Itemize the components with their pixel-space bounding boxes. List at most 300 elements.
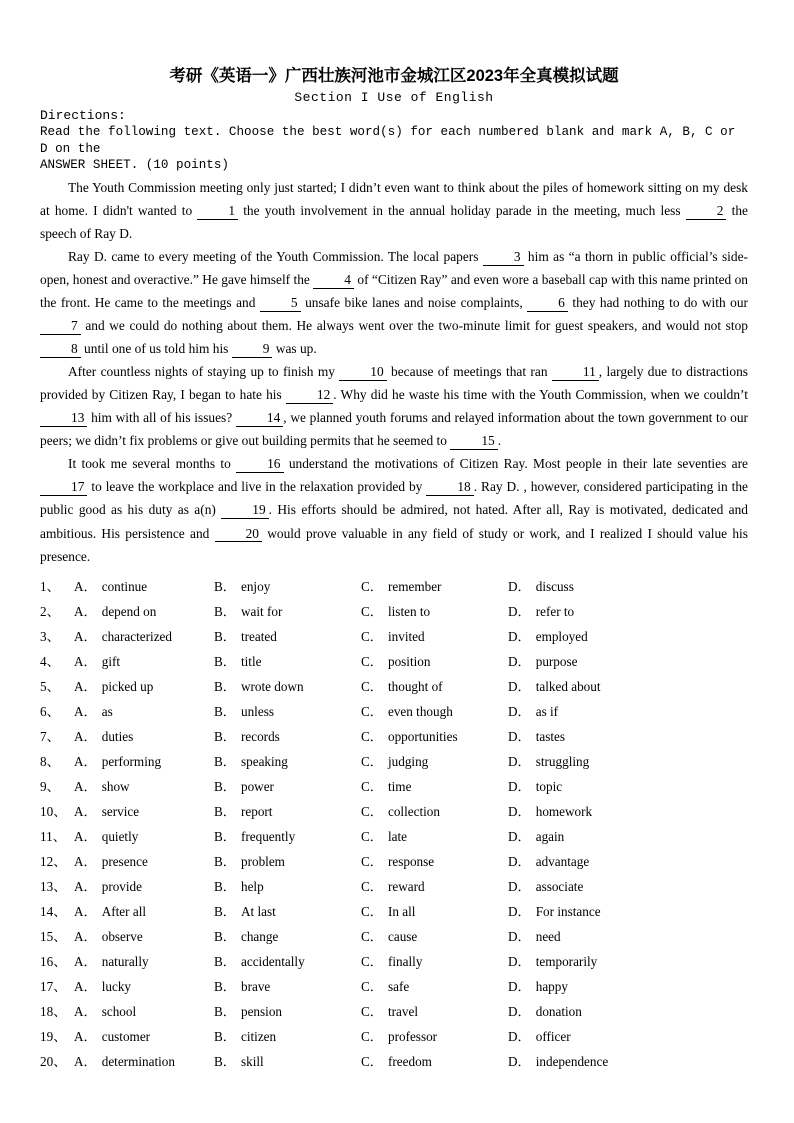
option-C[interactable] [361, 1024, 508, 1049]
question-number: 4、 [40, 653, 60, 669]
option-label-D: D． [508, 728, 531, 744]
option-label-A: A． [74, 828, 97, 844]
option-text: struggling [535, 753, 590, 769]
option-text: refer to [535, 603, 575, 619]
option-text: as if [535, 703, 559, 719]
option-text: officer [535, 1028, 571, 1044]
question-row [40, 724, 748, 749]
passage-text: they had nothing to do with our [567, 295, 748, 311]
option-label-D: D． [508, 578, 531, 594]
option-A[interactable] [74, 624, 214, 649]
question-number: 8、 [40, 753, 60, 769]
question-row [40, 574, 748, 599]
option-label-C: C． [361, 928, 383, 944]
blank-13[interactable]: 13 [40, 411, 87, 427]
option-label-B: B． [214, 953, 236, 969]
option-label-D: D． [508, 828, 531, 844]
option-C[interactable] [361, 624, 508, 649]
blank-19[interactable]: 19 [221, 503, 268, 519]
option-C[interactable] [361, 824, 508, 849]
question-row [40, 949, 748, 974]
option-A[interactable] [74, 1024, 214, 1049]
option-text: independence [535, 1053, 609, 1069]
question-number: 1、 [40, 578, 60, 594]
option-text: presence [101, 853, 148, 869]
option-text: position [387, 653, 431, 669]
option-A[interactable] [74, 874, 214, 899]
blank-5[interactable]: 5 [260, 296, 301, 312]
option-text: listen to [387, 603, 431, 619]
option-B[interactable] [214, 924, 361, 949]
option-label-D: D． [508, 778, 531, 794]
question-row [40, 824, 748, 849]
option-label-B: B． [214, 978, 236, 994]
option-D[interactable] [508, 649, 668, 674]
option-label-C: C． [361, 778, 383, 794]
question-number: 12、 [40, 853, 67, 869]
question-row [40, 899, 748, 924]
option-A[interactable] [74, 849, 214, 874]
option-text: reward [387, 878, 425, 894]
option-B[interactable] [214, 724, 361, 749]
option-B[interactable] [214, 949, 361, 974]
blank-8[interactable]: 8 [40, 342, 81, 358]
blank-7[interactable]: 7 [40, 319, 81, 335]
option-text: unless [240, 703, 274, 719]
option-label-C: C． [361, 1003, 383, 1019]
passage-text: was up. [272, 341, 317, 357]
blank-18[interactable]: 18 [426, 480, 473, 496]
option-A[interactable] [74, 574, 214, 599]
question-row [40, 799, 748, 824]
option-text: performing [101, 753, 162, 769]
option-text: change [240, 928, 279, 944]
option-label-A: A． [74, 853, 97, 869]
option-text: duties [101, 728, 134, 744]
option-label-B: B． [214, 578, 236, 594]
option-label-B: B． [214, 828, 236, 844]
option-A[interactable] [74, 724, 214, 749]
option-B[interactable] [214, 774, 361, 799]
option-text: need [535, 928, 561, 944]
option-B[interactable] [214, 699, 361, 724]
option-label-D: D． [508, 628, 531, 644]
passage-text: After countless nights of staying up to finish my [68, 364, 340, 380]
option-A[interactable] [74, 1049, 214, 1074]
option-text: purpose [535, 653, 578, 669]
question-row [40, 674, 748, 699]
blank-12[interactable]: 12 [286, 388, 333, 404]
question-number: 3、 [40, 628, 60, 644]
option-A[interactable] [74, 799, 214, 824]
blank-20[interactable]: 20 [215, 527, 262, 543]
option-label-D: D． [508, 653, 531, 669]
question-number: 19、 [40, 1028, 67, 1044]
section-heading: Section I Use of English [294, 90, 494, 105]
passage-text: . Ray D. , however, considered participating in the public good as his duty as a(n) [40, 479, 748, 518]
option-text: talked about [535, 678, 601, 694]
question-number: 20、 [40, 1053, 67, 1069]
passage-text: . Why did he waste his time with the Youth Commission, when we couldn’t [333, 387, 748, 403]
option-C[interactable] [361, 899, 508, 924]
passage-text: until one of us told him his [80, 341, 232, 357]
option-label-C: C． [361, 978, 383, 994]
option-D[interactable] [508, 774, 668, 799]
option-text: safe [387, 978, 410, 994]
question-row [40, 649, 748, 674]
option-C[interactable] [361, 649, 508, 674]
option-label-A: A． [74, 578, 97, 594]
option-label-C: C． [361, 878, 383, 894]
option-B[interactable] [214, 1049, 361, 1074]
option-text: finally [387, 953, 423, 969]
question-number: 13、 [40, 878, 67, 894]
option-text: invited [387, 628, 425, 644]
passage-text: It took me several months to [68, 456, 237, 472]
passage [40, 176, 748, 568]
question-number: 17、 [40, 978, 67, 994]
blank-11[interactable]: 11 [552, 365, 599, 381]
question-number: 11、 [40, 828, 66, 844]
passage-paragraph [40, 452, 748, 567]
option-label-D: D． [508, 928, 531, 944]
option-label-C: C． [361, 628, 383, 644]
option-label-B: B． [214, 653, 236, 669]
option-text: late [387, 828, 408, 844]
option-text: pension [240, 1003, 283, 1019]
option-label-C: C． [361, 653, 383, 669]
option-label-B: B． [214, 728, 236, 744]
option-label-B: B． [214, 778, 236, 794]
option-label-A: A． [74, 803, 97, 819]
blank-6[interactable]: 6 [527, 296, 568, 312]
option-A[interactable] [74, 924, 214, 949]
options-list [40, 574, 748, 1074]
blank-4[interactable]: 4 [313, 273, 354, 289]
question-row [40, 699, 748, 724]
question-number: 9、 [40, 778, 60, 794]
option-C[interactable] [361, 999, 508, 1024]
option-B[interactable] [214, 1024, 361, 1049]
blank-1[interactable]: 1 [197, 204, 238, 220]
option-label-D: D． [508, 903, 531, 919]
option-text: cause [387, 928, 418, 944]
option-label-C: C． [361, 678, 383, 694]
option-A[interactable] [74, 749, 214, 774]
option-label-D: D． [508, 853, 531, 869]
option-text: For instance [535, 903, 601, 919]
option-text: observe [101, 928, 143, 944]
question-number: 6、 [40, 703, 60, 719]
passage-text: . [497, 433, 502, 449]
option-text: wait for [240, 603, 283, 619]
option-label-B: B． [214, 928, 236, 944]
blank-9[interactable]: 9 [232, 342, 273, 358]
passage-text: Ray D. came to every meeting of the Youth Commission. The local papers [68, 248, 483, 264]
blank-10[interactable]: 10 [339, 365, 386, 381]
option-label-D: D． [508, 753, 531, 769]
option-B[interactable] [214, 574, 361, 599]
option-text: wrote down [240, 678, 304, 694]
option-label-B: B． [214, 803, 236, 819]
question-number: 14、 [40, 903, 67, 919]
option-B[interactable] [214, 649, 361, 674]
option-D[interactable] [508, 899, 668, 924]
option-text: help [240, 878, 264, 894]
option-A[interactable] [74, 974, 214, 999]
option-label-D: D． [508, 703, 531, 719]
option-A[interactable] [74, 649, 214, 674]
option-label-A: A． [74, 978, 97, 994]
option-label-C: C． [361, 853, 383, 869]
directions-line-2: ANSWER SHEET. (10 points) [40, 158, 229, 173]
option-text: skill [240, 1053, 264, 1069]
option-text: power [240, 778, 274, 794]
directions-line-1: Read the following text. Choose the best word(s) for each numbered blank and mark A, B, C or D on the [40, 125, 736, 156]
option-C[interactable] [361, 574, 508, 599]
option-label-A: A． [74, 703, 97, 719]
option-label-A: A． [74, 928, 97, 944]
passage-paragraph [40, 176, 748, 245]
option-label-A: A． [74, 628, 97, 644]
option-text: homework [535, 803, 593, 819]
option-text: response [387, 853, 435, 869]
passage-text: the speech of Ray D. [40, 202, 748, 241]
passage-text: him as “a thorn in public official’s side-open, honest and overactive.” He gave himself the [40, 248, 748, 288]
option-text: as [101, 703, 113, 719]
passage-text: him with all of his issues? [87, 410, 236, 426]
option-label-A: A． [74, 678, 97, 694]
option-B[interactable] [214, 824, 361, 849]
blank-15[interactable]: 15 [450, 434, 497, 450]
question-row [40, 1024, 748, 1049]
option-label-A: A． [74, 1053, 97, 1069]
question-row [40, 849, 748, 874]
option-A[interactable] [74, 699, 214, 724]
option-label-A: A． [74, 728, 97, 744]
option-text: discuss [535, 578, 574, 594]
question-number: 7、 [40, 728, 60, 744]
option-C[interactable] [361, 724, 508, 749]
option-D[interactable] [508, 699, 668, 724]
directions-text [40, 124, 748, 174]
passage-paragraph [40, 360, 748, 452]
option-label-B: B． [214, 853, 236, 869]
question-row [40, 1049, 748, 1074]
option-text: collection [387, 803, 440, 819]
option-text: temporarily [535, 953, 598, 969]
passage-paragraph [40, 245, 748, 360]
option-text: topic [535, 778, 563, 794]
passage-text: and we could do nothing about them. He always went over the two-minute limit for guest speakers, and would not stop [80, 318, 748, 334]
question-number: 2、 [40, 603, 60, 619]
option-C[interactable] [361, 674, 508, 699]
option-D[interactable] [508, 874, 668, 899]
option-label-A: A． [74, 878, 97, 894]
option-A[interactable] [74, 999, 214, 1024]
option-D[interactable] [508, 624, 668, 649]
option-B[interactable] [214, 674, 361, 699]
option-A[interactable] [74, 824, 214, 849]
option-B[interactable] [214, 599, 361, 624]
option-C[interactable] [361, 599, 508, 624]
option-D[interactable] [508, 924, 668, 949]
option-label-B: B． [214, 1028, 236, 1044]
option-text: tastes [535, 728, 566, 744]
option-label-C: C． [361, 828, 383, 844]
option-label-C: C． [361, 578, 383, 594]
option-D[interactable] [508, 824, 668, 849]
option-text: remember [387, 578, 442, 594]
option-text: depend on [101, 603, 157, 619]
option-text: continue [101, 578, 148, 594]
option-text: picked up [101, 678, 154, 694]
blank-17[interactable]: 17 [40, 480, 87, 496]
option-C[interactable] [361, 874, 508, 899]
option-B[interactable] [214, 624, 361, 649]
question-row [40, 599, 748, 624]
blank-3[interactable]: 3 [483, 250, 524, 266]
option-B[interactable] [214, 849, 361, 874]
option-text: At last [240, 903, 276, 919]
option-text: freedom [387, 1053, 432, 1069]
option-label-A: A． [74, 953, 97, 969]
option-A[interactable] [74, 899, 214, 924]
option-label-C: C． [361, 803, 383, 819]
option-text: judging [387, 753, 429, 769]
option-B[interactable] [214, 874, 361, 899]
option-D[interactable] [508, 849, 668, 874]
option-C[interactable] [361, 799, 508, 824]
passage-text: to leave the workplace and live in the relaxation provided by [87, 479, 427, 495]
option-label-B: B． [214, 1003, 236, 1019]
option-text: problem [240, 853, 285, 869]
passage-text: , we planned youth forums and relayed information about the town government to our peers; we didn’t fix problems or give out building permits that he seemed to [40, 410, 748, 449]
blank-2[interactable]: 2 [686, 204, 727, 220]
option-B[interactable] [214, 899, 361, 924]
option-text: again [535, 828, 565, 844]
option-text: records [240, 728, 280, 744]
blank-16[interactable]: 16 [236, 457, 283, 473]
option-label-B: B． [214, 628, 236, 644]
option-D[interactable] [508, 749, 668, 774]
question-number: 10、 [40, 803, 67, 819]
passage-text: . His efforts should be admired, not hated. After all, Ray is motivated, dedicated and ambitious. His persistence and [40, 502, 748, 541]
option-D[interactable] [508, 949, 668, 974]
option-A[interactable] [74, 949, 214, 974]
passage-text: would prove valuable in any field of study or work, and I realized I should value his presence. [40, 525, 748, 564]
option-text: enjoy [240, 578, 271, 594]
question-number: 5、 [40, 678, 60, 694]
option-text: opportunities [387, 728, 458, 744]
option-label-D: D． [508, 1053, 531, 1069]
option-label-D: D． [508, 1003, 531, 1019]
option-label-D: D． [508, 603, 531, 619]
option-label-A: A． [74, 653, 97, 669]
blank-14[interactable]: 14 [236, 411, 283, 427]
option-label-A: A． [74, 903, 97, 919]
option-label-A: A． [74, 1003, 97, 1019]
option-A[interactable] [74, 599, 214, 624]
option-C[interactable] [361, 924, 508, 949]
question-row [40, 749, 748, 774]
option-B[interactable] [214, 799, 361, 824]
option-label-A: A． [74, 1028, 97, 1044]
option-label-C: C． [361, 1028, 383, 1044]
option-label-D: D． [508, 1028, 531, 1044]
option-B[interactable] [214, 999, 361, 1024]
option-text: citizen [240, 1028, 277, 1044]
option-label-B: B． [214, 603, 236, 619]
option-label-C: C． [361, 903, 383, 919]
option-D[interactable] [508, 974, 668, 999]
option-text: travel [387, 1003, 419, 1019]
question-row [40, 624, 748, 649]
option-text: gift [101, 653, 121, 669]
option-text: show [101, 778, 130, 794]
option-text: determination [101, 1053, 175, 1069]
option-text: happy [535, 978, 568, 994]
option-C[interactable] [361, 774, 508, 799]
question-row [40, 774, 748, 799]
option-A[interactable] [74, 674, 214, 699]
option-label-B: B． [214, 878, 236, 894]
option-text: advantage [535, 853, 590, 869]
option-label-D: D． [508, 678, 531, 694]
option-D[interactable] [508, 1049, 668, 1074]
option-D[interactable] [508, 799, 668, 824]
option-D[interactable] [508, 574, 668, 599]
option-text: professor [387, 1028, 438, 1044]
option-text: naturally [101, 953, 149, 969]
passage-text: The Youth Commission meeting only just started; I didn’t even want to think about the piles of homework sitting on my desk at home. I didn't wanted to [40, 179, 748, 218]
question-row [40, 999, 748, 1024]
option-text: employed [535, 628, 588, 644]
option-C[interactable] [361, 749, 508, 774]
option-B[interactable] [214, 749, 361, 774]
option-text: quietly [101, 828, 139, 844]
option-A[interactable] [74, 774, 214, 799]
option-D[interactable] [508, 999, 668, 1024]
option-D[interactable] [508, 599, 668, 624]
option-label-B: B． [214, 903, 236, 919]
option-label-C: C． [361, 753, 383, 769]
option-label-A: A． [74, 603, 97, 619]
option-C[interactable] [361, 849, 508, 874]
option-C[interactable] [361, 699, 508, 724]
option-C[interactable] [361, 1049, 508, 1074]
option-C[interactable] [361, 949, 508, 974]
option-C[interactable] [361, 974, 508, 999]
option-label-D: D． [508, 878, 531, 894]
option-label-C: C． [361, 953, 383, 969]
option-D[interactable] [508, 1024, 668, 1049]
option-text: treated [240, 628, 277, 644]
option-text: lucky [101, 978, 132, 994]
option-D[interactable] [508, 674, 668, 699]
option-text: donation [535, 1003, 582, 1019]
option-label-D: D． [508, 978, 531, 994]
passage-text: of “Citizen Ray” and even wore a baseball cap with this name printed on the front. He came to the meetings and [40, 272, 749, 311]
option-text: thought of [387, 678, 443, 694]
option-B[interactable] [214, 974, 361, 999]
option-label-C: C． [361, 603, 383, 619]
option-text: customer [101, 1028, 151, 1044]
page-title: 考研《英语一》广西壮族河池市金城江区2023年全真模拟试题 [169, 67, 619, 85]
option-D[interactable] [508, 724, 668, 749]
option-label-D: D． [508, 953, 531, 969]
option-label-C: C． [361, 703, 383, 719]
